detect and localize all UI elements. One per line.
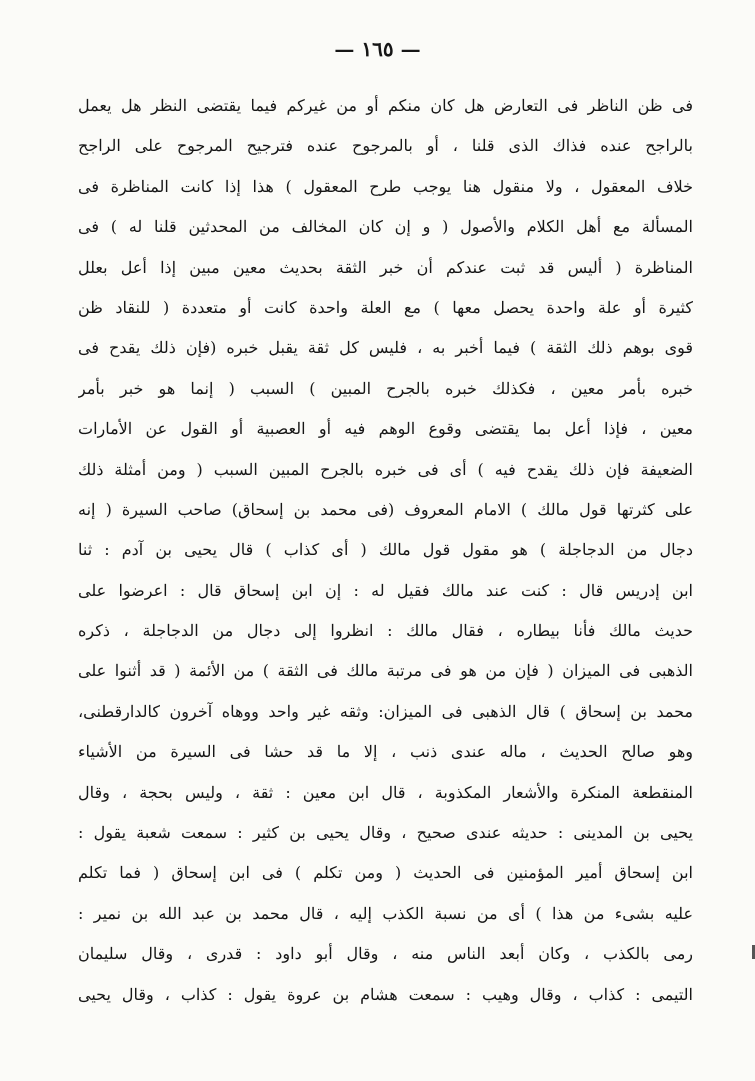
text-line: عليه بشىء من هذا ) أى من نسبة الكذب إليه ، قال محمد بن عبد الله بن نمير : — [78, 903, 693, 923]
text-line: دجال من الدجاجلة ) هو مقول قول مالك ( أى كذاب ) قال يحيى بن آدم : ثنا — [78, 540, 693, 560]
text-line: رمى بالكذب ، وكان أبعد الناس منه ، وقال أبو داود : قدرى ، وقال سليمان — [78, 944, 693, 964]
text-line: فى ظن الناظر فى التعارض هل كان منكم أو من غيركم فيما يقتضى النظر هل يعمل — [78, 96, 693, 115]
text-line: ابن إسحاق أمير المؤمنين فى الحديث ( ومن تكلم ) فى ابن إسحاق ( فما تكلم — [78, 863, 693, 883]
text-line: الضعيفة فإن ذلك يقدح فيه ) أى فى خبره بالجرح المبين السبب ( ومن أمثلة ذلك — [78, 459, 693, 479]
page-number: — ١٦٥ — — [334, 37, 421, 61]
text-line: حديث مالك فأنا بيطاره ، فقال مالك : انظروا إلى دجال من الدجاجلة ، ذكره — [78, 621, 693, 641]
text-line: خلاف المعقول ، ولا منقول هنا يوجب طرح المعقول ) هذا إذا كانت المناظرة فى — [78, 176, 693, 196]
text-line: كثيرة أو علة واحدة يحصل معها ) مع العلة واحدة كانت أو متعددة ( للنقاد ظن — [78, 297, 693, 317]
text-line: بالراجح عنده فذاك الذى قلنا ، أو بالمرجوح عنده فترجيح المرجوح على الراجح — [78, 136, 693, 156]
text-line: خبره بأمر معين ، فكذلك خبره بالجرح المبين ) السبب ( إنما هو خبر بأمر — [78, 378, 693, 398]
text-line: ابن إدريس قال : كنت عند مالك فقيل له : إن ابن إسحاق قال : اعرضوا على — [78, 580, 693, 600]
text-line: على كثرتها قول مالك ) الامام المعروف (فى محمد بن إسحاق) صاحب السيرة ( إنه — [78, 499, 693, 519]
text-line: يحيى بن المدينى : حديثه عندى صحيح ، وقال يحيى بن كثير : سمعت شعبة يقول : — [78, 823, 693, 843]
text-line: قوى بوهم ذلك الثقة ) فيما أخبر به ، فليس كل ثقة يقبل خبره (فإن ذلك يقدح فى — [78, 338, 693, 358]
text-line: الذهبى فى الميزان ( فإن من هو فى مرتبة مالك فى الثقة ) من الأئمة ( قد أثنوا على — [78, 661, 693, 681]
body-text — [78, 86, 693, 1015]
text-line: المناظرة ( أليس قد ثبت عندكم أن خبر الثقة بحديث معين مبين إذا أعل بعلل — [78, 257, 693, 277]
text-line: المسألة مع أهل الكلام والأصول ( و إن كان المخالف من المحدثين قلنا له ) فى — [78, 217, 693, 237]
text-line: التيمى : كذاب ، وقال وهيب : سمعت هشام بن عروة يقول : كذاب ، وقال يحيى — [78, 984, 693, 1004]
text-line: محمد بن إسحاق ) قال الذهبى فى الميزان: وثقه غير واحد ووهاه آخرون كالدارقطنى، — [78, 701, 693, 721]
text-line: معين ، فإذا أعل بما يقتضى وقوع الوهم فيه أو العصبية أو القول عن الأمارات — [78, 419, 693, 439]
text-line: المنقطعة المنكرة والأشعار المكذوبة ، قال ابن معين : ثقة ، وليس بحجة ، وقال — [78, 782, 693, 802]
text-line: وهو صالح الحديث ، ماله عندى ذنب ، إلا ما قد حشا فى السيرة من الأشياء — [78, 742, 693, 762]
